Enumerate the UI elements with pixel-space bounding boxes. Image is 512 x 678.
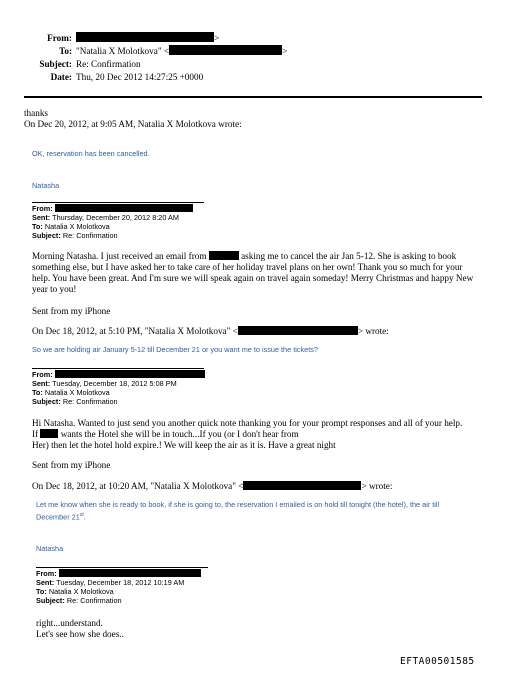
quoted-reply-holding-air: So we are holding air January 5-12 till December 21 or you want me to issue the tickets? <box>32 345 318 354</box>
quote-line-1: On Dec 18, 2012, at 5:10 PM, "Natalia X Molotkova" < > wrote: <box>32 326 389 336</box>
header-subject-row <box>0 58 287 71</box>
header-from-row: From: > <box>0 32 287 45</box>
message-body-1: Morning Natasha. I just received an email from asking me to cancel the air Jan 5-12. She is asking to book something else, but I have asked her to take care of her holiday travel plans on her own! Thank you so much for your help. You have been great. And I'm sure we will speak again on travel again someday! Merry Christmas and happy New year to you! <box>32 251 474 294</box>
redaction-bar <box>40 429 58 438</box>
forwarded-header-1: From: Sent: Thursday, December 20, 2012 8:20 AM To: Natalia X Molotkova Subject: Re: Confirmation <box>32 204 193 240</box>
forwarded-divider <box>32 368 204 369</box>
header-to-label: To: <box>59 46 72 56</box>
redaction-bar <box>55 204 193 212</box>
forwarded-header-2: From: Sent: Tuesday, December 18, 2012 5:08 PM To: Natalia X Molotkova Subject: Re: Confirmation <box>32 370 205 406</box>
redaction-bar <box>169 45 282 55</box>
forwarded-divider <box>32 202 204 203</box>
redaction-bar <box>59 569 201 577</box>
redaction-bar <box>76 32 214 42</box>
redaction-bar <box>243 481 361 490</box>
quoted-reply-cancelled: OK, reservation has been cancelled. <box>32 149 150 158</box>
quote-line-2: On Dec 18, 2012, at 10:20 AM, "Natalia X Molotkova" < > wrote: <box>32 481 393 491</box>
header-to-value: "Natalia X Molotkova" < <box>76 46 170 56</box>
header-date-row <box>0 71 287 84</box>
header-subject-label: Subject: <box>39 59 72 69</box>
sent-from-iphone-2: Sent from my iPhone <box>32 460 111 470</box>
header-subject-value: Re: Confirmation <box>76 59 141 69</box>
redaction-bar <box>55 370 205 378</box>
quoted-signature: Natasha <box>32 181 60 190</box>
forwarded-divider <box>36 567 208 568</box>
header-date-label: Date: <box>50 72 72 82</box>
reply-text: thanks On Dec 20, 2012, at 9:05 AM, Natalia X Molotkova wrote: <box>24 108 242 129</box>
forwarded-header-3: From: Sent: Tuesday, December 18, 2012 10:19 AM To: Natalia X Molotkova Subject: Re: Confirmation <box>36 569 201 605</box>
message-body-2: Hi Natasha. Wanted to just send you another quick note thanking you for your prompt responses and all of your help. If wants the Hotel she will be in touch...If you (or I don't hear from Her) then let the hotel hold expire.! We will keep the air as it is. Have a great night <box>32 418 463 450</box>
quoted-signature-2: Natasha <box>36 544 64 553</box>
document-id: EFTA00501585 <box>400 656 475 667</box>
header-from-label: From: <box>47 33 72 43</box>
redaction-bar <box>238 326 358 335</box>
email-header <box>0 32 287 84</box>
header-divider <box>24 96 482 98</box>
message-body-3: right...understand. Let's see how she does.. <box>36 618 124 639</box>
redaction-bar <box>209 251 239 260</box>
header-date-value: Thu, 20 Dec 2012 14:27:25 +0000 <box>76 72 204 82</box>
sent-from-iphone-1: Sent from my iPhone <box>32 306 111 316</box>
quoted-reply-hold: Let me know when she is ready to book, if she is going to, the reservation I emailed is on hold till tonight (the hotel), the air till December 21st. <box>36 500 440 522</box>
header-to-row: To: "Natalia X Molotkova" < > <box>0 45 287 58</box>
